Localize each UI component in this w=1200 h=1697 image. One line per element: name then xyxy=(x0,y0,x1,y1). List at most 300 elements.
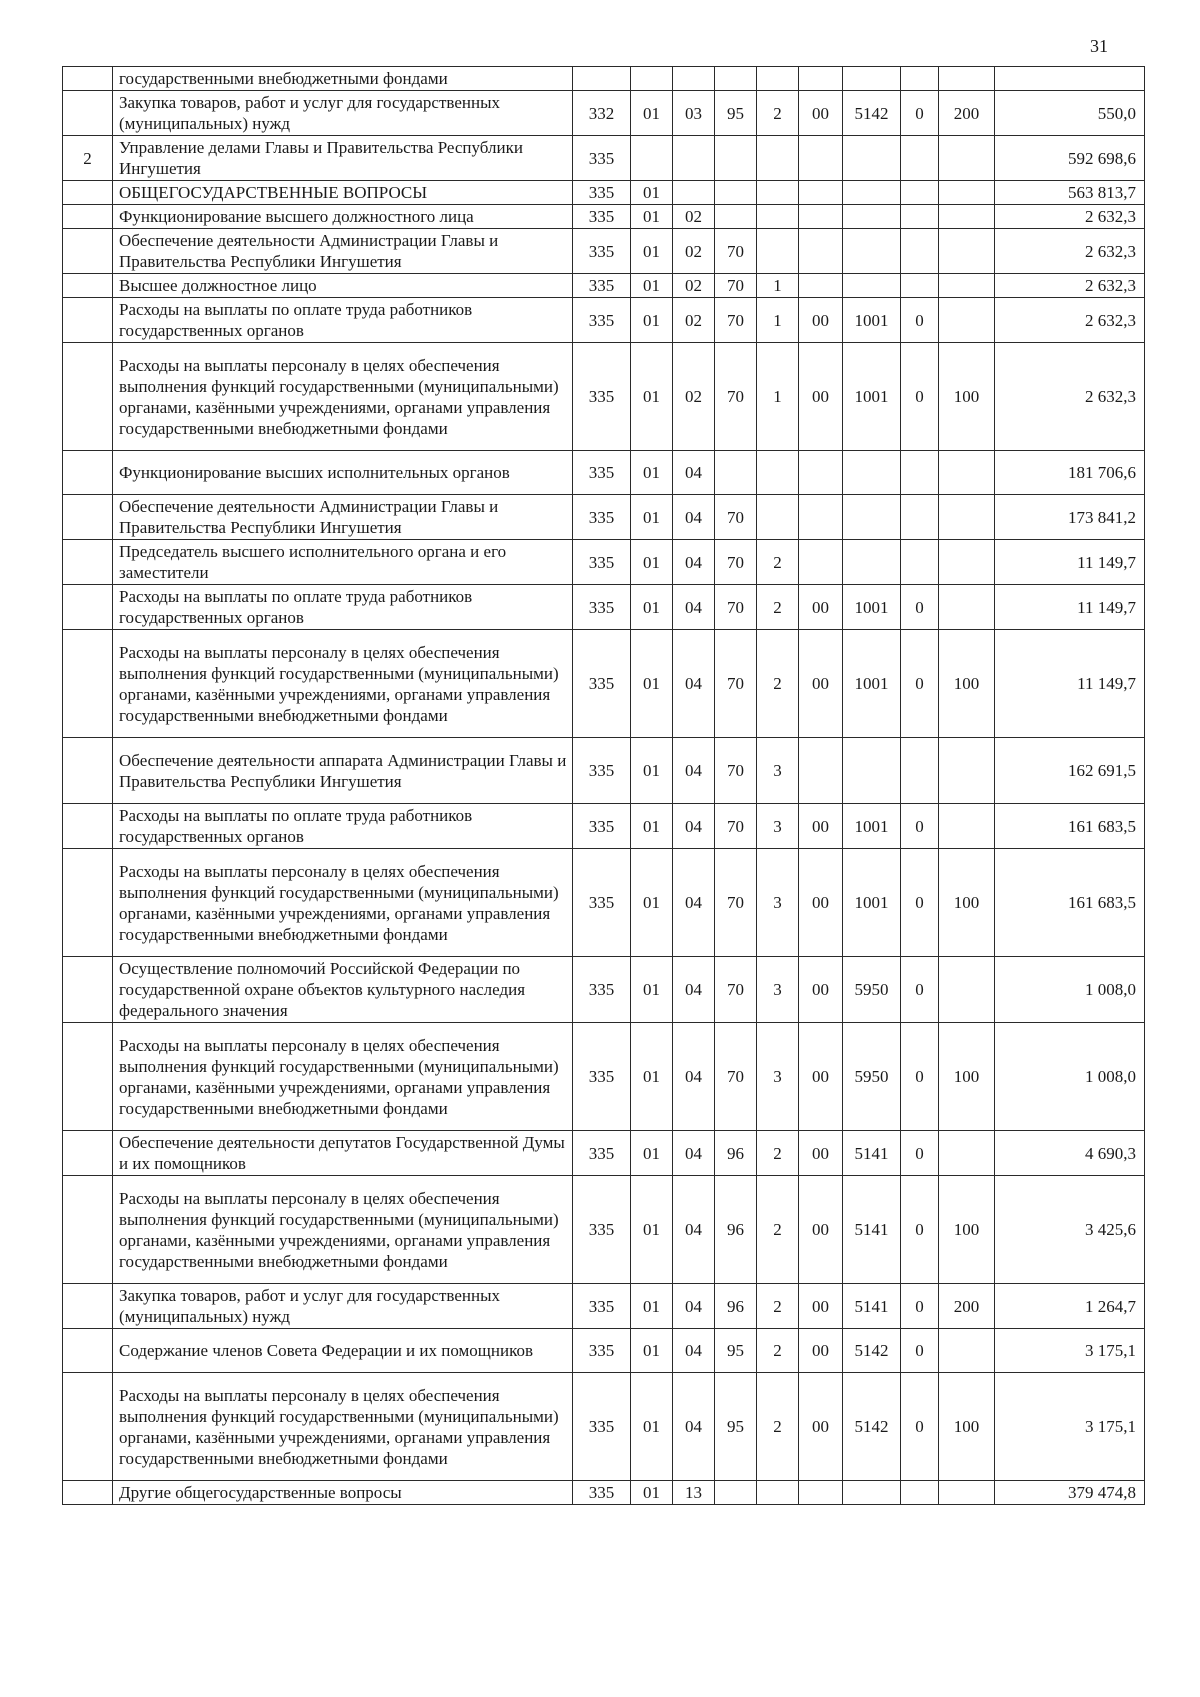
table-row xyxy=(63,585,1145,630)
cell-direction: 5950 xyxy=(843,957,901,1023)
cell-subdirection: 0 xyxy=(901,343,939,451)
cell-index xyxy=(63,67,113,91)
cell-description: Расходы на выплаты по оплате труда работников государственных органов xyxy=(113,298,573,343)
cell-expense-type: 200 xyxy=(939,91,995,136)
cell-program: 70 xyxy=(715,540,757,585)
cell-index xyxy=(63,1284,113,1329)
cell-subprogram xyxy=(757,181,799,205)
cell-main-event xyxy=(799,229,843,274)
cell-program: 95 xyxy=(715,1329,757,1373)
cell-subsection: 04 xyxy=(673,1373,715,1481)
cell-expense-type xyxy=(939,804,995,849)
table-row xyxy=(63,274,1145,298)
cell-section: 01 xyxy=(631,181,673,205)
cell-ministry-code: 335 xyxy=(573,1023,631,1131)
table-row xyxy=(63,630,1145,738)
cell-program: 70 xyxy=(715,738,757,804)
cell-main-event: 00 xyxy=(799,298,843,343)
cell-amount: 181 706,6 xyxy=(995,451,1145,495)
cell-main-event: 00 xyxy=(799,849,843,957)
cell-description: Расходы на выплаты персоналу в целях обеспечения выполнения функций государственными (муниципальными) органами, казёнными учреждениями, органами управления государственными внебюджетными фондами xyxy=(113,1373,573,1481)
cell-index xyxy=(63,91,113,136)
table-row xyxy=(63,738,1145,804)
cell-subdirection xyxy=(901,229,939,274)
table-row xyxy=(63,181,1145,205)
cell-description: Высшее должностное лицо xyxy=(113,274,573,298)
cell-program: 70 xyxy=(715,495,757,540)
cell-subsection: 02 xyxy=(673,343,715,451)
cell-amount xyxy=(995,67,1145,91)
cell-subdirection xyxy=(901,136,939,181)
cell-ministry-code: 335 xyxy=(573,540,631,585)
cell-direction xyxy=(843,1481,901,1505)
cell-ministry-code: 335 xyxy=(573,1131,631,1176)
cell-program xyxy=(715,67,757,91)
cell-index xyxy=(63,849,113,957)
cell-subdirection: 0 xyxy=(901,630,939,738)
cell-subsection xyxy=(673,136,715,181)
cell-section: 01 xyxy=(631,540,673,585)
cell-index xyxy=(63,1481,113,1505)
cell-direction xyxy=(843,451,901,495)
cell-ministry-code: 335 xyxy=(573,229,631,274)
cell-subprogram: 1 xyxy=(757,274,799,298)
cell-main-event: 00 xyxy=(799,1284,843,1329)
table-row xyxy=(63,229,1145,274)
cell-subdirection: 0 xyxy=(901,585,939,630)
cell-section: 01 xyxy=(631,1023,673,1131)
cell-main-event: 00 xyxy=(799,585,843,630)
cell-amount: 2 632,3 xyxy=(995,298,1145,343)
cell-program: 96 xyxy=(715,1284,757,1329)
cell-section: 01 xyxy=(631,91,673,136)
cell-subsection: 03 xyxy=(673,91,715,136)
cell-section: 01 xyxy=(631,274,673,298)
cell-program: 70 xyxy=(715,849,757,957)
cell-section: 01 xyxy=(631,804,673,849)
cell-ministry-code: 335 xyxy=(573,1373,631,1481)
cell-expense-type: 200 xyxy=(939,1284,995,1329)
cell-subsection: 04 xyxy=(673,1284,715,1329)
cell-index xyxy=(63,495,113,540)
cell-amount: 379 474,8 xyxy=(995,1481,1145,1505)
cell-index xyxy=(63,343,113,451)
cell-ministry-code: 335 xyxy=(573,298,631,343)
cell-ministry-code: 335 xyxy=(573,495,631,540)
cell-description: Расходы на выплаты по оплате труда работников государственных органов xyxy=(113,804,573,849)
cell-subprogram xyxy=(757,67,799,91)
cell-index xyxy=(63,229,113,274)
cell-direction xyxy=(843,738,901,804)
cell-subdirection xyxy=(901,1481,939,1505)
cell-expense-type xyxy=(939,495,995,540)
cell-ministry-code xyxy=(573,67,631,91)
cell-direction xyxy=(843,136,901,181)
cell-direction xyxy=(843,67,901,91)
cell-subdirection: 0 xyxy=(901,957,939,1023)
cell-ministry-code: 335 xyxy=(573,738,631,804)
cell-index xyxy=(63,804,113,849)
table-row xyxy=(63,495,1145,540)
cell-subsection: 04 xyxy=(673,1023,715,1131)
cell-ministry-code: 335 xyxy=(573,957,631,1023)
cell-subdirection xyxy=(901,495,939,540)
cell-subsection xyxy=(673,181,715,205)
cell-section: 01 xyxy=(631,298,673,343)
cell-subsection: 02 xyxy=(673,274,715,298)
cell-subprogram xyxy=(757,495,799,540)
cell-program xyxy=(715,1481,757,1505)
cell-direction: 1001 xyxy=(843,585,901,630)
cell-subsection: 04 xyxy=(673,540,715,585)
cell-program: 95 xyxy=(715,1373,757,1481)
cell-expense-type xyxy=(939,957,995,1023)
cell-main-event: 00 xyxy=(799,343,843,451)
cell-ministry-code: 335 xyxy=(573,630,631,738)
cell-subprogram: 3 xyxy=(757,1023,799,1131)
cell-description: Функционирование высших исполнительных органов xyxy=(113,451,573,495)
cell-ministry-code: 335 xyxy=(573,849,631,957)
cell-description: ОБЩЕГОСУДАРСТВЕННЫЕ ВОПРОСЫ xyxy=(113,181,573,205)
cell-section: 01 xyxy=(631,1373,673,1481)
cell-amount: 3 425,6 xyxy=(995,1176,1145,1284)
table-row xyxy=(63,1023,1145,1131)
cell-subprogram: 3 xyxy=(757,957,799,1023)
table-row xyxy=(63,1329,1145,1373)
table-row xyxy=(63,540,1145,585)
cell-subdirection: 0 xyxy=(901,1131,939,1176)
cell-main-event: 00 xyxy=(799,91,843,136)
cell-description: Другие общегосударственные вопросы xyxy=(113,1481,573,1505)
cell-direction: 1001 xyxy=(843,630,901,738)
cell-direction: 1001 xyxy=(843,298,901,343)
cell-main-event xyxy=(799,67,843,91)
cell-main-event xyxy=(799,738,843,804)
cell-section: 01 xyxy=(631,343,673,451)
cell-index xyxy=(63,181,113,205)
cell-direction: 5142 xyxy=(843,1373,901,1481)
cell-amount: 11 149,7 xyxy=(995,630,1145,738)
cell-program xyxy=(715,136,757,181)
cell-index xyxy=(63,1329,113,1373)
cell-main-event xyxy=(799,274,843,298)
cell-program: 70 xyxy=(715,585,757,630)
table-row xyxy=(63,957,1145,1023)
table-row xyxy=(63,205,1145,229)
cell-main-event: 00 xyxy=(799,1131,843,1176)
cell-subdirection: 0 xyxy=(901,849,939,957)
cell-main-event: 00 xyxy=(799,957,843,1023)
cell-amount: 2 632,3 xyxy=(995,205,1145,229)
table-body xyxy=(63,67,1145,1505)
cell-ministry-code: 335 xyxy=(573,205,631,229)
table-row xyxy=(63,67,1145,91)
cell-ministry-code: 335 xyxy=(573,136,631,181)
cell-amount: 592 698,6 xyxy=(995,136,1145,181)
cell-main-event: 00 xyxy=(799,804,843,849)
cell-subdirection: 0 xyxy=(901,1023,939,1131)
cell-description: Обеспечение деятельности аппарата Администрации Главы и Правительства Республики Ингушетия xyxy=(113,738,573,804)
cell-section: 01 xyxy=(631,1176,673,1284)
cell-amount: 161 683,5 xyxy=(995,804,1145,849)
cell-subdirection: 0 xyxy=(901,1329,939,1373)
cell-description: Функционирование высшего должностного лица xyxy=(113,205,573,229)
cell-amount: 1 008,0 xyxy=(995,1023,1145,1131)
cell-subdirection xyxy=(901,738,939,804)
cell-subsection: 02 xyxy=(673,229,715,274)
cell-subsection: 04 xyxy=(673,585,715,630)
cell-program: 96 xyxy=(715,1131,757,1176)
cell-subprogram: 2 xyxy=(757,1329,799,1373)
cell-description: Обеспечение деятельности Администрации Главы и Правительства Республики Ингушетия xyxy=(113,229,573,274)
cell-subdirection: 0 xyxy=(901,1284,939,1329)
cell-amount: 2 632,3 xyxy=(995,229,1145,274)
cell-subprogram: 2 xyxy=(757,1284,799,1329)
cell-subdirection xyxy=(901,67,939,91)
cell-program: 70 xyxy=(715,804,757,849)
cell-program: 70 xyxy=(715,630,757,738)
cell-section: 01 xyxy=(631,451,673,495)
cell-amount: 161 683,5 xyxy=(995,849,1145,957)
table-row xyxy=(63,1373,1145,1481)
cell-section: 01 xyxy=(631,1329,673,1373)
cell-program: 70 xyxy=(715,298,757,343)
cell-amount: 2 632,3 xyxy=(995,274,1145,298)
cell-subdirection: 0 xyxy=(901,1373,939,1481)
cell-description: Закупка товаров, работ и услуг для государственных (муниципальных) нужд xyxy=(113,91,573,136)
cell-subprogram: 3 xyxy=(757,738,799,804)
cell-ministry-code: 335 xyxy=(573,1329,631,1373)
cell-section: 01 xyxy=(631,205,673,229)
cell-subdirection xyxy=(901,205,939,229)
table-row xyxy=(63,136,1145,181)
cell-ministry-code: 335 xyxy=(573,1176,631,1284)
cell-index: 2 xyxy=(63,136,113,181)
cell-amount: 1 264,7 xyxy=(995,1284,1145,1329)
cell-subdirection xyxy=(901,181,939,205)
cell-expense-type: 100 xyxy=(939,1373,995,1481)
cell-amount: 550,0 xyxy=(995,91,1145,136)
cell-subprogram xyxy=(757,229,799,274)
table-row xyxy=(63,1481,1145,1505)
cell-section: 01 xyxy=(631,849,673,957)
table-row xyxy=(63,451,1145,495)
cell-direction xyxy=(843,540,901,585)
cell-section: 01 xyxy=(631,738,673,804)
cell-program: 96 xyxy=(715,1176,757,1284)
cell-subsection: 04 xyxy=(673,451,715,495)
cell-subsection: 04 xyxy=(673,804,715,849)
cell-expense-type xyxy=(939,451,995,495)
cell-description: Расходы на выплаты персоналу в целях обеспечения выполнения функций государственными (муниципальными) органами, казёнными учреждениями, органами управления государственными внебюджетными фондами xyxy=(113,343,573,451)
cell-main-event xyxy=(799,181,843,205)
cell-program xyxy=(715,205,757,229)
cell-main-event xyxy=(799,451,843,495)
cell-expense-type xyxy=(939,136,995,181)
cell-subsection: 02 xyxy=(673,298,715,343)
cell-main-event: 00 xyxy=(799,1176,843,1284)
cell-main-event: 00 xyxy=(799,1329,843,1373)
cell-index xyxy=(63,274,113,298)
cell-subprogram: 3 xyxy=(757,804,799,849)
table-row xyxy=(63,1176,1145,1284)
page-number: 31 xyxy=(1090,36,1108,56)
cell-subdirection: 0 xyxy=(901,1176,939,1284)
cell-main-event xyxy=(799,1481,843,1505)
cell-index xyxy=(63,1131,113,1176)
cell-subdirection xyxy=(901,540,939,585)
cell-ministry-code: 335 xyxy=(573,804,631,849)
table-row xyxy=(63,343,1145,451)
cell-ministry-code: 335 xyxy=(573,181,631,205)
cell-main-event: 00 xyxy=(799,630,843,738)
cell-direction xyxy=(843,229,901,274)
cell-direction: 1001 xyxy=(843,804,901,849)
cell-direction: 5142 xyxy=(843,1329,901,1373)
cell-index xyxy=(63,1023,113,1131)
cell-main-event xyxy=(799,495,843,540)
cell-description: Расходы на выплаты по оплате труда работников государственных органов xyxy=(113,585,573,630)
cell-amount: 4 690,3 xyxy=(995,1131,1145,1176)
cell-program: 95 xyxy=(715,91,757,136)
cell-expense-type xyxy=(939,67,995,91)
cell-description: Управление делами Главы и Правительства Республики Ингушетия xyxy=(113,136,573,181)
cell-index xyxy=(63,451,113,495)
cell-direction: 1001 xyxy=(843,343,901,451)
cell-subsection: 04 xyxy=(673,1131,715,1176)
cell-description: Содержание членов Совета Федерации и их помощников xyxy=(113,1329,573,1373)
cell-subdirection xyxy=(901,274,939,298)
cell-description: Закупка товаров, работ и услуг для государственных (муниципальных) нужд xyxy=(113,1284,573,1329)
cell-subprogram: 1 xyxy=(757,298,799,343)
cell-main-event xyxy=(799,136,843,181)
cell-description: Расходы на выплаты персоналу в целях обеспечения выполнения функций государственными (муниципальными) органами, казёнными учреждениями, органами управления государственными внебюджетными фондами xyxy=(113,849,573,957)
cell-amount: 162 691,5 xyxy=(995,738,1145,804)
table-row xyxy=(63,1131,1145,1176)
cell-expense-type: 100 xyxy=(939,630,995,738)
table-row xyxy=(63,804,1145,849)
cell-description: Обеспечение деятельности депутатов Государственной Думы и их помощников xyxy=(113,1131,573,1176)
cell-subprogram: 2 xyxy=(757,585,799,630)
cell-direction xyxy=(843,274,901,298)
cell-subprogram: 2 xyxy=(757,1373,799,1481)
cell-direction: 5142 xyxy=(843,91,901,136)
cell-section: 01 xyxy=(631,957,673,1023)
cell-subprogram xyxy=(757,136,799,181)
cell-program: 70 xyxy=(715,274,757,298)
table-row xyxy=(63,91,1145,136)
cell-index xyxy=(63,957,113,1023)
cell-description: Председатель высшего исполнительного органа и его заместители xyxy=(113,540,573,585)
cell-expense-type xyxy=(939,298,995,343)
cell-subsection: 13 xyxy=(673,1481,715,1505)
cell-subprogram: 2 xyxy=(757,540,799,585)
table-row xyxy=(63,298,1145,343)
cell-subprogram: 2 xyxy=(757,1176,799,1284)
cell-expense-type xyxy=(939,274,995,298)
cell-subsection: 04 xyxy=(673,738,715,804)
cell-description: Обеспечение деятельности Администрации Главы и Правительства Республики Ингушетия xyxy=(113,495,573,540)
cell-section: 01 xyxy=(631,630,673,738)
cell-expense-type xyxy=(939,1131,995,1176)
cell-subprogram: 2 xyxy=(757,1131,799,1176)
cell-program xyxy=(715,181,757,205)
cell-index xyxy=(63,205,113,229)
cell-main-event xyxy=(799,205,843,229)
cell-subdirection: 0 xyxy=(901,804,939,849)
cell-amount: 173 841,2 xyxy=(995,495,1145,540)
cell-subdirection: 0 xyxy=(901,298,939,343)
cell-section xyxy=(631,67,673,91)
cell-subsection xyxy=(673,67,715,91)
cell-amount: 563 813,7 xyxy=(995,181,1145,205)
cell-description: Осуществление полномочий Российской Федерации по государственной охране объектов культурного наследия федерального значения xyxy=(113,957,573,1023)
cell-expense-type xyxy=(939,1329,995,1373)
cell-subprogram xyxy=(757,1481,799,1505)
cell-subsection: 04 xyxy=(673,495,715,540)
cell-section: 01 xyxy=(631,1284,673,1329)
cell-program xyxy=(715,451,757,495)
cell-subdirection: 0 xyxy=(901,91,939,136)
cell-subsection: 04 xyxy=(673,1176,715,1284)
cell-main-event xyxy=(799,540,843,585)
cell-direction: 1001 xyxy=(843,849,901,957)
cell-expense-type xyxy=(939,585,995,630)
cell-index xyxy=(63,630,113,738)
table-row xyxy=(63,849,1145,957)
cell-section: 01 xyxy=(631,1481,673,1505)
cell-index xyxy=(63,738,113,804)
cell-ministry-code: 335 xyxy=(573,1481,631,1505)
cell-expense-type: 100 xyxy=(939,343,995,451)
cell-section: 01 xyxy=(631,585,673,630)
cell-ministry-code: 335 xyxy=(573,451,631,495)
cell-expense-type: 100 xyxy=(939,1023,995,1131)
cell-subprogram: 1 xyxy=(757,343,799,451)
budget-table xyxy=(62,66,1145,1505)
cell-index xyxy=(63,1373,113,1481)
cell-direction: 5950 xyxy=(843,1023,901,1131)
cell-subsection: 04 xyxy=(673,630,715,738)
cell-subprogram: 2 xyxy=(757,91,799,136)
cell-index xyxy=(63,298,113,343)
cell-subsection: 02 xyxy=(673,205,715,229)
cell-expense-type xyxy=(939,738,995,804)
cell-amount: 2 632,3 xyxy=(995,343,1145,451)
cell-ministry-code: 332 xyxy=(573,91,631,136)
cell-index xyxy=(63,540,113,585)
cell-amount: 3 175,1 xyxy=(995,1373,1145,1481)
cell-direction xyxy=(843,181,901,205)
cell-amount: 3 175,1 xyxy=(995,1329,1145,1373)
cell-expense-type xyxy=(939,540,995,585)
cell-section: 01 xyxy=(631,495,673,540)
cell-index xyxy=(63,585,113,630)
cell-direction xyxy=(843,495,901,540)
cell-main-event: 00 xyxy=(799,1023,843,1131)
table-row xyxy=(63,1284,1145,1329)
cell-ministry-code: 335 xyxy=(573,274,631,298)
cell-section: 01 xyxy=(631,1131,673,1176)
cell-program: 70 xyxy=(715,343,757,451)
cell-subprogram: 3 xyxy=(757,849,799,957)
cell-subsection: 04 xyxy=(673,1329,715,1373)
cell-subdirection xyxy=(901,451,939,495)
cell-main-event: 00 xyxy=(799,1373,843,1481)
cell-section: 01 xyxy=(631,229,673,274)
cell-description: Расходы на выплаты персоналу в целях обеспечения выполнения функций государственными (муниципальными) органами, казёнными учреждениями, органами управления государственными внебюджетными фондами xyxy=(113,1023,573,1131)
cell-amount: 11 149,7 xyxy=(995,585,1145,630)
